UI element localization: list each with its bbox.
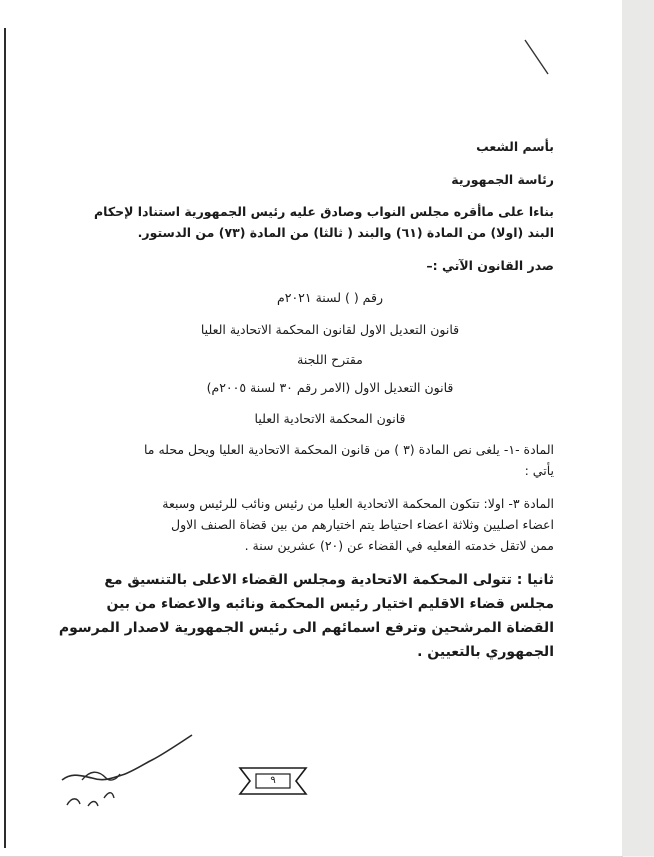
page-number: ٩ [270, 775, 276, 786]
header-in-the-name-of-the-people: بأسم الشعب [476, 139, 554, 154]
corner-mark [522, 38, 552, 78]
second-clause-line-1: ثانيا : تتولى المحكمة الاتحادية ومجلس القضاء الاعلى بالتنسيق مع [104, 572, 554, 588]
second-clause-line-4: الجمهوري بالتعيين . [417, 644, 554, 660]
amendment-title: قانون التعديل الاول (الامر رقم ٣٠ لسنة ٢٠٠٥م) [206, 380, 454, 395]
preamble-line-1: بناءا على ماأقره مجلس النواب وصادق عليه رئيس الجمهورية استنادا لإحكام [94, 204, 554, 219]
article-3-line-1: المادة ٣- اولا: تتكون المحكمة الاتحادية العليا من رئيس ونائب للرئيس وسبعة [162, 496, 554, 511]
second-clause-line-2: مجلس قضاء الاقليم اختيار رئيس المحكمة ونائبه والاعضاء من بين [106, 596, 554, 612]
article-1-line-2: يأتي : [524, 463, 554, 478]
law-number: رقم ( ) لسنة ٢٠٢١م [276, 290, 384, 305]
header-presidency: رئاسة الجمهورية [451, 172, 554, 187]
viewer-side-strip [622, 0, 654, 856]
second-clause-line-3: القضاة المرشحين وترفع اسمائهم الى رئيس الجمهورية لاصدار المرسوم [58, 620, 554, 636]
issued-law-heading: صدر القانون الآتي :– [426, 258, 554, 273]
court-law-title: قانون المحكمة الاتحادية العليا [254, 411, 406, 426]
article-1-line-1: المادة -١- يلغى نص المادة (٣ ) من قانون المحكمة الاتحادية العليا ويحل محله ما [144, 442, 554, 457]
law-title: قانون التعديل الاول لقانون المحكمة الاتحادية العليا [200, 322, 460, 337]
page-binding-edge [4, 28, 6, 848]
committee-proposal-title: مقترح اللجنة [297, 352, 363, 367]
handwritten-signature [52, 720, 202, 820]
article-3-line-2: اعضاء اصليين وثلاثة اعضاء احتياط يتم اختيارهم من بين قضاة الصنف الاول [171, 517, 554, 532]
preamble-line-2: البند (اولا) من المادة (٦١) والبند ( ثالثا) من المادة (٧٣) من الدستور. [137, 225, 554, 240]
article-3-line-3: ممن لاتقل خدمته الفعليه في القضاء عن (٢٠) عشرين سنة . [244, 538, 554, 553]
